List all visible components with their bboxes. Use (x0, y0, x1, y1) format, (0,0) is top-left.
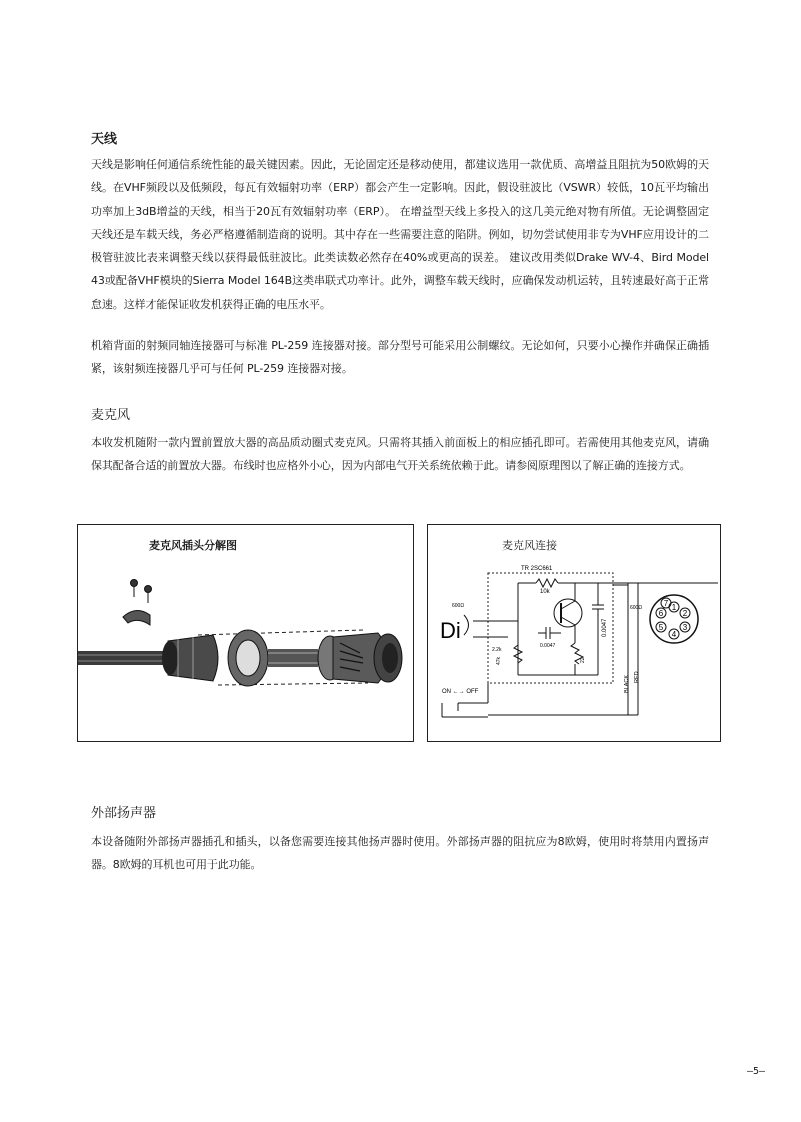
mic-symbol-label: Di (440, 618, 461, 643)
resistor-bottom-label: 2.2k (492, 647, 502, 653)
wiring-figure-title: 麦克风连接 (502, 539, 557, 552)
microphone-heading: 麦克风 (91, 408, 131, 423)
plug-figure-title: 麦克风插头分解图 (149, 539, 237, 552)
microphone-paragraph: 本收发机随附一款内置前置放大器的高品质动圈式麦克风。只需将其插入前面板上的相应插孔即可。若需使用其他麦克风，请确保其配备合适的前置放大器。布线时也应格外小心，因为内部电气开关系统依赖于此。请参阅原理图以了解正确的连接方式。 (91, 436, 709, 473)
resistor-low-label: 22 (580, 657, 586, 663)
mic-wiring-figure (427, 524, 721, 742)
pin-4: 4 (671, 630, 677, 639)
speaker-heading: 外部扬声器 (91, 806, 157, 821)
pin-6: 6 (658, 609, 664, 618)
page-number: —5— (746, 1066, 765, 1077)
wire-red-label: RED (634, 671, 640, 683)
plug-exploded-figure (77, 524, 414, 742)
wiring-schematic (428, 525, 720, 741)
cap-right-label: 0.0047 (602, 618, 608, 637)
wire-black-label: BLACK (624, 674, 630, 693)
switch-label: ON ←→ OFF (442, 689, 479, 695)
antenna-heading: 天线 (91, 132, 118, 147)
connector-paragraph: 机箱背面的射频同轴连接器可与标准 PL-259 连接器对接。部分型号可能采用公制螺纹。无论如何，只要小心操作并确保正确插紧，该射频连接器几乎可与任何 PL-259 连接器对接。 (91, 339, 709, 376)
pin-2: 2 (682, 609, 688, 618)
pot-label: 47k (496, 656, 502, 665)
shield-label: 600Ω (630, 605, 643, 611)
antenna-paragraph: 天线是影响任何通信系统性能的最关键因素。因此，无论固定还是移动使用，都建议选用一款优质、高增益且阻抗为50欧姆的天线。在VHF频段以及低频段，每瓦有效辐射功率（ERP）都会产生一定影响。因此，假设驻波比（VSWR）较低，10瓦平均输出功率加上3dB增益的天线，相当于20瓦有效辐射功率（ERP）。 在增益型天线上多投入的这几美元绝对物有所值。无论调整固定天线还是车载天线，务必严格遵循制造商的说明。其中存在一些需要注意的陷阱。例如，切勿尝试使用非专为VHF应用设计的二极管驻波比表来调整天线以获得最低驻波比。此类读数必然存在40%或更高的误差。 建议改用类似Drake WV-4、Bird Model 43或配备VHF模块的Sierra Model 164B这类串联式功率计。此外，调整车载天线时，应确保发动机运转，且转速最好高于正常怠速。这样才能保证收发机获得正确的电压水平。 (91, 158, 709, 311)
transistor-label: TR 2SC661 (521, 566, 553, 572)
cap-mid-label: 0.0047 (540, 643, 556, 649)
pin-3: 3 (682, 623, 688, 632)
resistor-top-label: 10k (540, 589, 550, 595)
pin-5: 5 (658, 623, 664, 632)
pin-1: 1 (671, 603, 677, 612)
pin-7: 7 (663, 599, 669, 608)
speaker-paragraph: 本设备随附外部扬声器插孔和插头，以备您需要连接其他扬声器时使用。外部扬声器的阻抗应为8欧姆，使用时将禁用内置扬声器。8欧姆的耳机也可用于此功能。 (91, 835, 709, 872)
impedance-label: 600Ω (452, 603, 465, 609)
plug-exploded-drawing (78, 525, 413, 741)
